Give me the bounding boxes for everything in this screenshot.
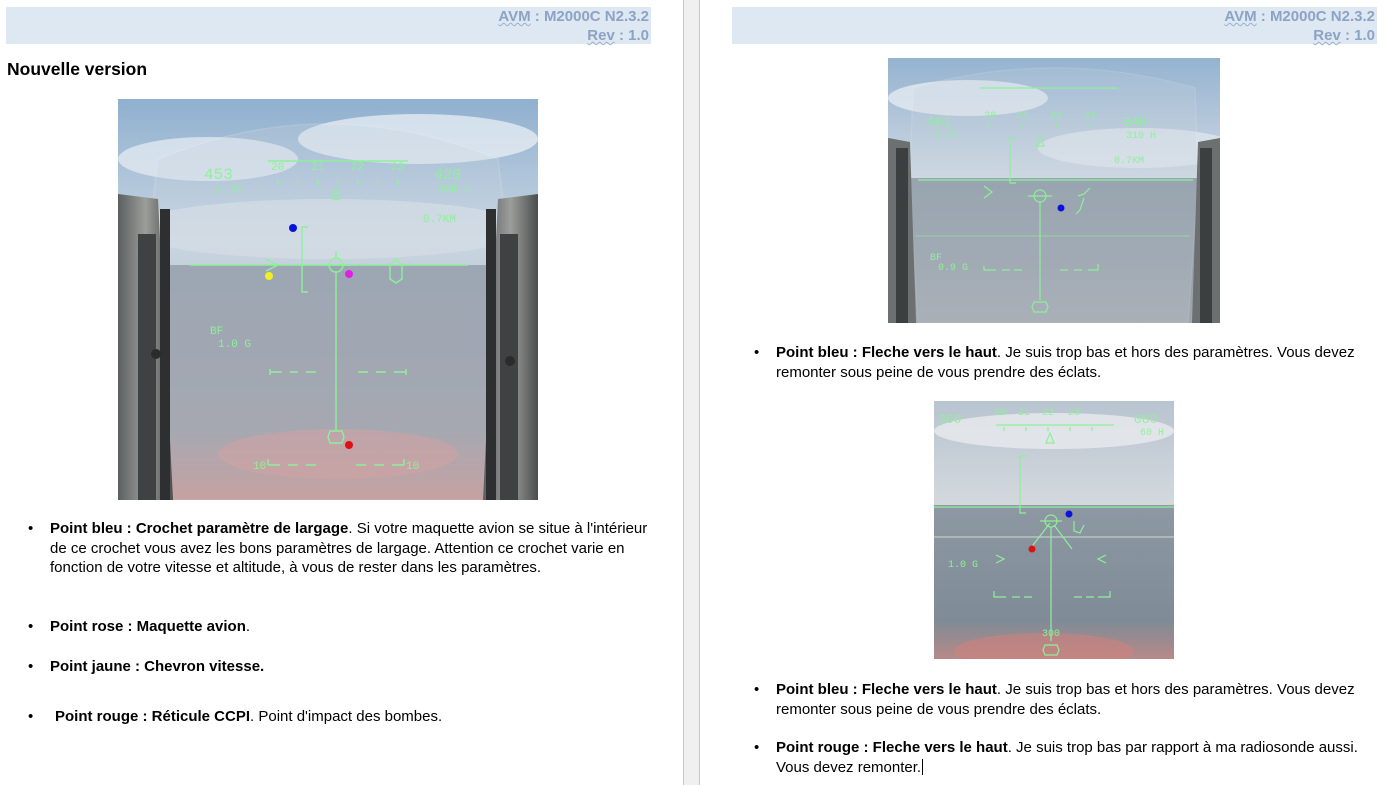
bullet-item bbox=[752, 680, 1362, 719]
hud-scale-right: 10 bbox=[406, 461, 420, 473]
header-prefix: AVM bbox=[1224, 8, 1257, 25]
hud-altitude-sub: 390 H bbox=[438, 184, 472, 196]
header-revision bbox=[6, 26, 649, 45]
bullet-text: . Point d'impact des bombes. bbox=[250, 708, 443, 725]
bullet-term: Point rose : Maquette avion bbox=[50, 618, 246, 635]
hud-heading-tick-3: 23 bbox=[391, 162, 405, 174]
hud-screenshot-top bbox=[888, 58, 1220, 323]
hud-g-load: 1.0 G bbox=[218, 339, 252, 351]
header-title bbox=[6, 7, 649, 26]
bullet-text: . Si votre maquette avion se situe à l'intérieur de ce crochet vous avez les bons paramètres de largage. Attention ce crochet varie en fonction de votre vitesse et altitude, à vous de rester dans les paramètres. bbox=[50, 520, 648, 576]
page-header bbox=[732, 7, 1377, 44]
text-cursor bbox=[922, 759, 923, 775]
header-title bbox=[732, 7, 1375, 26]
marker-blue-dot bbox=[1066, 511, 1073, 518]
hud2-heading-tick-2: 22 bbox=[1042, 408, 1055, 419]
bullet-text: . Je suis trop bas et hors des paramètres. Vous devez remonter sous peine de vous prendre des éclats. bbox=[776, 681, 1355, 718]
bullet-item bbox=[26, 519, 656, 578]
marker-blue-dot bbox=[1058, 205, 1065, 212]
bullet-term: Point bleu : Crochet paramètre de largage bbox=[50, 520, 349, 537]
bullet-item bbox=[752, 738, 1362, 777]
marker-red-dot bbox=[345, 441, 353, 449]
header-title-rest: : M2000C N2.3.2 bbox=[530, 8, 649, 25]
hud1-heading-tick-0: 20 bbox=[984, 111, 997, 122]
hud2-g-load: 1.0 G bbox=[948, 560, 979, 571]
document-page-right bbox=[700, 0, 1384, 785]
hud1-heading-tick-3: 23 bbox=[1084, 111, 1097, 122]
bullet-text: . Je suis trop bas par rapport à ma radiosonde aussi. Vous devez remonter. bbox=[776, 739, 1358, 776]
section-heading: Nouvelle version bbox=[7, 59, 148, 79]
hud-altitude: 420 bbox=[434, 167, 462, 184]
hud1-bf-label: BF bbox=[930, 253, 943, 264]
hud2-heading-tick-3: 23 bbox=[1068, 408, 1081, 419]
hud-range: 0.7KM bbox=[423, 214, 457, 226]
bullet-item bbox=[752, 343, 1362, 382]
bullet-item bbox=[26, 707, 656, 727]
hud-screenshot-bottom bbox=[934, 401, 1174, 659]
marker-blue-dot bbox=[289, 224, 297, 232]
hud-heading-tick-2: 22 bbox=[351, 162, 365, 174]
document-page-left bbox=[0, 0, 683, 785]
hud1-speed: 461 bbox=[926, 115, 952, 131]
header-rev-label: Rev bbox=[587, 27, 615, 44]
hud-screenshot-main bbox=[118, 99, 538, 500]
bullet-term: Point rouge : Fleche vers le haut bbox=[776, 739, 1008, 756]
bullet-text: . bbox=[245, 618, 251, 635]
hud1-mach: 0.71 bbox=[934, 130, 961, 142]
marker-red-dot bbox=[1029, 546, 1036, 553]
hud-bf-label: BF bbox=[210, 326, 224, 338]
page-header bbox=[6, 7, 651, 44]
header-rev-rest: : 1.0 bbox=[1340, 27, 1375, 44]
bullet-item bbox=[26, 657, 656, 677]
hud1-heading-tick-1: 21 bbox=[1016, 111, 1029, 122]
bullet-text: . Je suis trop bas et hors des paramètres. Vous devez remonter sous peine de vous prendre des éclats. bbox=[776, 344, 1355, 381]
header-prefix: AVM bbox=[498, 8, 531, 25]
hud1-g-load: 0.9 G bbox=[938, 263, 969, 274]
hud-scale-left: 10 bbox=[253, 461, 267, 473]
hud2-heading-tick-1: 21 bbox=[1018, 408, 1031, 419]
bullet-term: Point bleu : Fleche vers le haut bbox=[776, 681, 997, 698]
hud2-bottom-value: 300 bbox=[1042, 629, 1061, 640]
hud2-speed: 360 bbox=[938, 412, 962, 427]
hud1-altitude: 340 bbox=[1122, 115, 1148, 131]
bullet-item bbox=[26, 617, 656, 637]
header-rev-label: Rev bbox=[1313, 27, 1341, 44]
hud-speed: 453 bbox=[204, 166, 233, 184]
hud-heading-tick-0: 20 bbox=[271, 162, 285, 174]
hud1-range: 0.7KM bbox=[1114, 156, 1145, 167]
bullet-term: Point bleu : Fleche vers le haut bbox=[776, 344, 997, 361]
hud2-altitude-sub: 60 H bbox=[1140, 428, 1165, 439]
header-revision bbox=[732, 26, 1375, 45]
header-title-rest: : M2000C N2.3.2 bbox=[1256, 8, 1375, 25]
header-rev-rest: : 1.0 bbox=[614, 27, 649, 44]
bullet-term: Point rouge : Réticule CCPI bbox=[55, 708, 251, 725]
page-gutter bbox=[683, 0, 700, 785]
hud1-heading-tick-2: 22 bbox=[1050, 111, 1063, 122]
hud-heading-tick-1: 21 bbox=[311, 162, 325, 174]
marker-yellow-dot bbox=[265, 272, 273, 280]
bullet-term: Point jaune : Chevron vitesse. bbox=[50, 658, 265, 675]
hud2-heading-tick-0: 20 bbox=[994, 408, 1007, 419]
hud-mach: 0.70 bbox=[214, 183, 243, 197]
hud1-altitude-sub: 310 H bbox=[1126, 131, 1157, 142]
hud2-altitude: 080 bbox=[1134, 412, 1158, 427]
marker-pink-dot bbox=[345, 270, 353, 278]
